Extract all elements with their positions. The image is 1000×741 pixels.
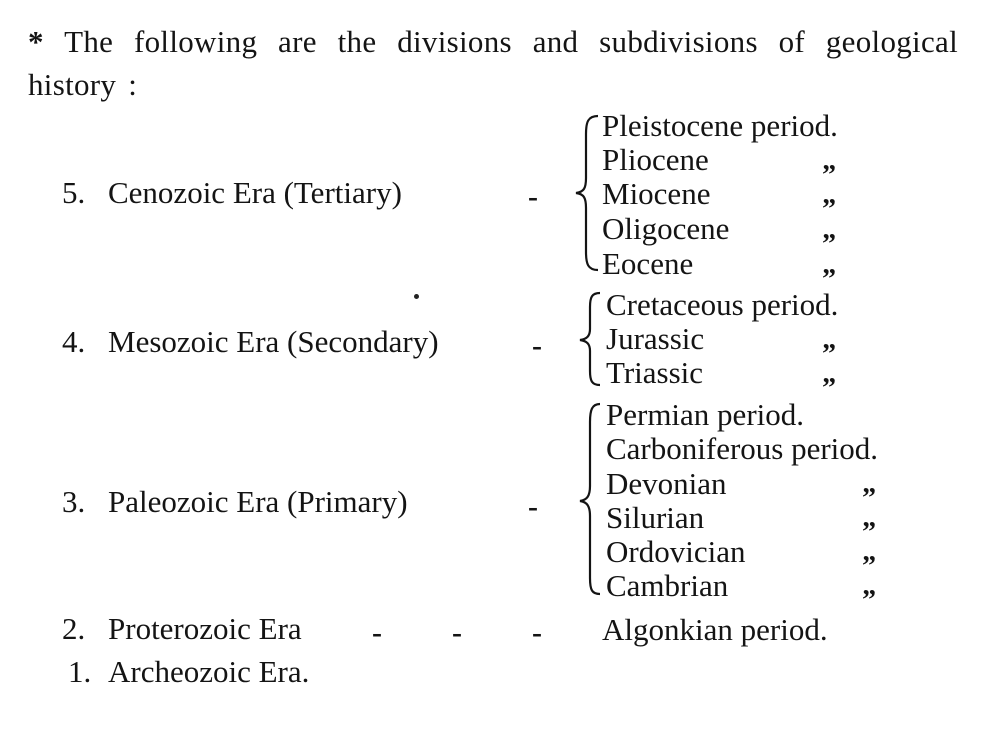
era-mesozoic	[62, 325, 439, 359]
period-pleistocene: Pleistocene period.	[602, 108, 838, 143]
era-name: Proterozoic Era	[108, 611, 302, 646]
era-name: Cenozoic Era (Tertiary)	[108, 175, 402, 210]
period-silurian: Silurian	[606, 500, 705, 535]
period-carboniferous: Carboniferous period.	[606, 431, 879, 466]
separator-dash: -	[372, 616, 382, 649]
footnote-asterisk: *	[28, 24, 44, 59]
period-jurassic: Jurassic	[606, 321, 705, 356]
mesozoic-brace	[572, 289, 604, 389]
period-pliocene: Pliocene	[602, 142, 709, 177]
ditto-mark: ”	[822, 339, 836, 370]
era-number: 1.	[68, 654, 92, 689]
period-oligocene: Oligocene	[602, 211, 730, 246]
ditto-mark: ”	[822, 373, 836, 404]
era-number: 5.	[62, 175, 86, 210]
ditto-mark: ”	[862, 551, 876, 582]
ditto-mark: ”	[862, 483, 876, 514]
era-number: 3.	[62, 484, 86, 519]
period-algonkian: Algonkian period.	[602, 612, 828, 647]
intro-text: The following are the divisions and subdivisions of geological history :	[28, 24, 958, 102]
separator-dash: -	[532, 329, 542, 362]
intro-paragraph	[28, 20, 958, 106]
era-archeozoic	[68, 655, 309, 689]
period-eocene: Eocene	[602, 246, 694, 281]
paleozoic-brace	[572, 400, 604, 598]
separator-dash: -	[452, 616, 462, 649]
ditto-mark: ”	[822, 160, 836, 191]
period-ordovician: Ordovician	[606, 534, 746, 569]
separator-dash: -	[532, 616, 542, 649]
period-devonian: Devonian	[606, 466, 727, 501]
period-miocene: Miocene	[602, 176, 711, 211]
era-number: 4.	[62, 324, 86, 359]
era-name: Archeozoic Era.	[108, 654, 310, 689]
separator-dash: -	[528, 490, 538, 523]
ditto-mark: ”	[862, 517, 876, 548]
ditto-mark: ”	[862, 585, 876, 616]
period-cambrian: Cambrian	[606, 568, 729, 603]
print-speck	[414, 294, 419, 299]
cenozoic-brace	[568, 112, 602, 274]
ditto-mark: ”	[822, 264, 836, 295]
ditto-mark: ”	[822, 229, 836, 260]
era-cenozoic	[62, 176, 402, 210]
era-paleozoic	[62, 485, 408, 519]
era-name: Paleozoic Era (Primary)	[108, 484, 408, 519]
era-number: 2.	[62, 611, 86, 646]
period-triassic: Triassic	[606, 355, 704, 390]
era-proterozoic	[62, 612, 302, 646]
separator-dash: -	[528, 180, 538, 213]
period-permian: Permian period.	[606, 397, 805, 432]
era-name: Mesozoic Era (Secondary)	[108, 324, 439, 359]
period-cretaceous: Cretaceous period.	[606, 287, 839, 322]
ditto-mark: ”	[822, 194, 836, 225]
